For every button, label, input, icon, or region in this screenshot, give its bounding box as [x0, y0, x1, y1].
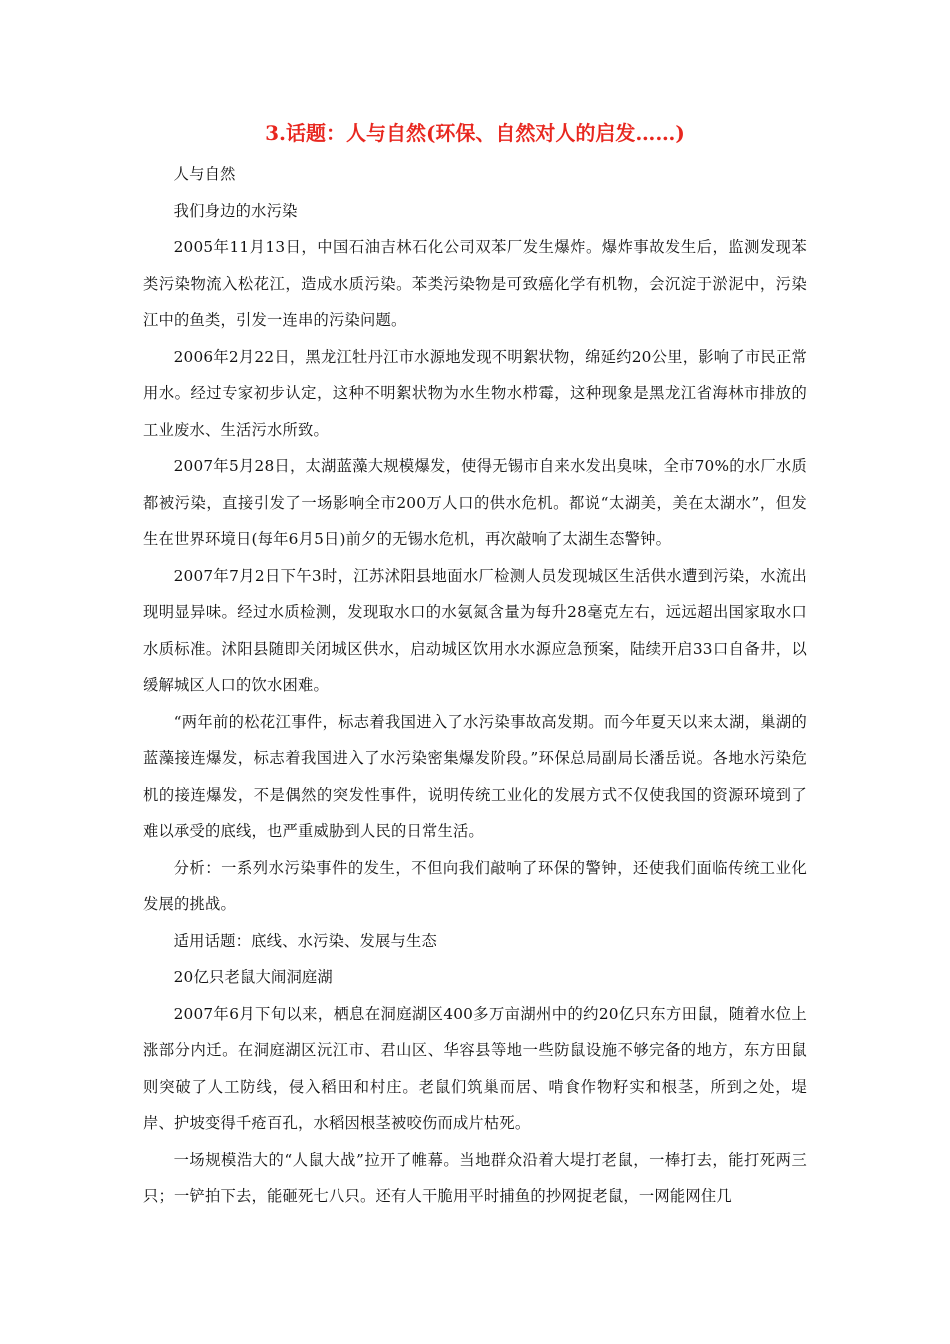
paragraph: 2007年5月28日，太湖蓝藻大规模爆发，使得无锡市自来水发出臭味，全市70%的水厂水质都被污染，直接引发了一场影响全市200万人口的供水危机。都说“太湖美，美在太湖水”，但发生在世界环境日(每年6月5日)前夕的无锡水危机，再次敲响了太湖生态警钟。	[143, 457, 807, 548]
paragraph: 分析：一系列水污染事件的发生，不但向我们敲响了环保的警钟，还使我们面临传统工业化发展的挑战。	[143, 858, 807, 913]
document-title: 3.话题：人与自然(环保、自然对人的启发……)	[265, 121, 685, 145]
paragraph: 适用话题：底线、水污染、发展与生态	[173, 931, 438, 950]
document-page	[143, 118, 807, 1215]
paragraph: 一场规模浩大的“人鼠大战”拉开了帷幕。当地群众沿着大堤打老鼠，一棒打去，能打死两三只；一铲拍下去，能砸死七八只。还有人干脆用平时捕鱼的抄网捉老鼠，一网能网住几	[143, 1150, 807, 1205]
paragraph: 2007年7月2日下午3时，江苏沭阳县地面水厂检测人员发现城区生活供水遭到污染，水流出现明显异味。经过水质检测，发现取水口的水氨氮含量为每升28毫克左右，远远超出国家取水口水质标准。沭阳县随即关闭城区供水，启动城区饮用水水源应急预案，陆续开启33口自备井，以缓解城区人口的饮水困难。	[143, 566, 807, 694]
paragraph: 2006年2月22日，黑龙江牡丹江市水源地发现不明絮状物，绵延约20公里，影响了市民正常用水。经过专家初步认定，这种不明絮状物为水生物水栉霉，这种现象是黑龙江省海林市排放的工业废水、生活污水所致。	[143, 347, 807, 439]
subheading: 我们身边的水污染	[173, 201, 298, 220]
paragraph: “两年前的松花江事件，标志着我国进入了水污染事故高发期。而今年夏天以来太湖，巢湖的蓝藻接连爆发，标志着我国进入了水污染密集爆发阶段。”环保总局副局长潘岳说。各地水污染危机的接连爆发，不是偶然的突发性事件，说明传统工业化的发展方式不仅使我国的资源环境到了难以承受的底线，也严重威胁到人民的日常生活。	[143, 712, 807, 840]
section-heading: 人与自然	[173, 165, 236, 183]
paragraph: 2007年6月下旬以来，栖息在洞庭湖区400多万亩湖州中的约20亿只东方田鼠，随着水位上涨部分内迁。在洞庭湖区沅江市、君山区、华容县等地一些防鼠设施不够完备的地方，东方田鼠则突破了人工防线，侵入稻田和村庄。老鼠们筑巢而居、啃食作物籽实和根茎，所到之处，堤岸、护坡变得千疮百孔，水稻因根茎被咬伤而成片枯死。	[143, 1004, 807, 1132]
subheading: 20亿只老鼠大闹洞庭湖	[173, 968, 333, 986]
paragraph: 2005年11月13日，中国石油吉林石化公司双苯厂发生爆炸。爆炸事故发生后，监测发现苯类污染物流入松花江，造成水质污染。苯类污染物是可致癌化学有机物，会沉淀于淤泥中，污染江中的鱼类，引发一连串的污染问题。	[143, 238, 807, 329]
